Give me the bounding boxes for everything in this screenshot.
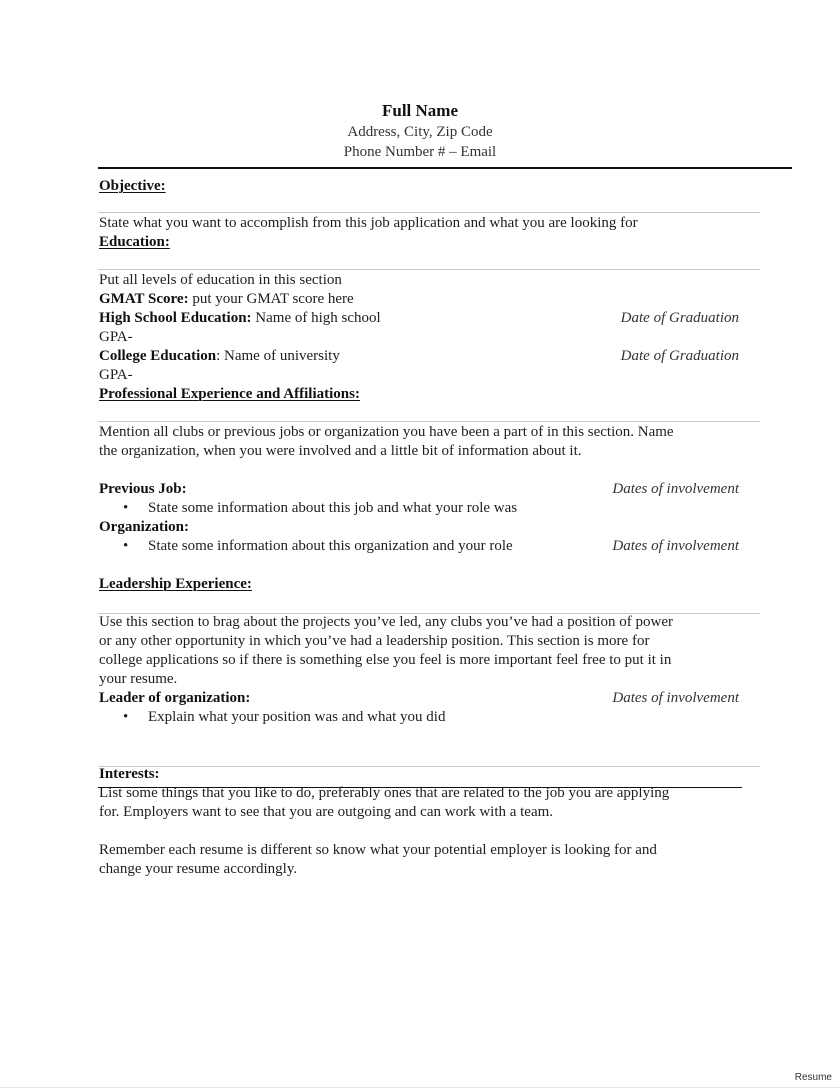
resume-body	[99, 177, 739, 879]
organization-bullet-text: State some information about this organization and your role	[148, 538, 513, 554]
resume-header	[0, 100, 840, 162]
professional-section-heading	[99, 385, 739, 404]
bullet-icon: •	[123, 709, 129, 725]
leader-label: Leader of organization:	[99, 690, 251, 706]
high-school-date: Date of Graduation	[620, 310, 739, 326]
objective-text: State what you want to accomplish from this job application and what you are looking for	[99, 215, 638, 231]
gmat-value: put your GMAT score here	[188, 291, 354, 307]
previous-job-date: Dates of involvement	[612, 481, 739, 497]
bullet-icon: •	[123, 500, 129, 516]
leader-date: Dates of involvement	[612, 690, 739, 706]
education-heading: Education:	[99, 234, 170, 250]
organization-bullet	[99, 537, 739, 556]
organization-row	[99, 518, 739, 537]
organization-date: Dates of involvement	[612, 538, 739, 554]
organization-label: Organization:	[99, 519, 189, 535]
professional-intro-1: Mention all clubs or previous jobs or organization you have been a part of in this section. Name	[99, 424, 674, 440]
college-value: : Name of university	[216, 348, 340, 364]
header-divider	[98, 167, 792, 169]
interests-line-3: Remember each resume is different so know what your potential employer is looking for and	[99, 842, 657, 858]
education-intro: Put all levels of education in this section	[99, 272, 342, 288]
objective-heading: Objective:	[99, 178, 166, 194]
professional-intro-2: the organization, when you were involved and a little bit of information about it.	[99, 443, 582, 459]
previous-job-bullet	[99, 499, 739, 518]
contact-line: Phone Number # – Email	[343, 144, 497, 160]
professional-heading: Professional Experience and Affiliations:	[99, 386, 360, 402]
college-label: College Education	[99, 348, 217, 364]
interests-section-heading	[99, 765, 739, 784]
college-gpa: GPA-	[99, 367, 133, 383]
interests-line-1: List some things that you like to do, preferably ones that are related to the job you are applying	[99, 785, 670, 801]
leader-bullet	[99, 708, 739, 727]
college-date: Date of Graduation	[620, 348, 739, 364]
objective-section-heading	[99, 177, 739, 196]
interests-heading: Interests:	[99, 766, 160, 782]
high-school-row	[99, 309, 739, 328]
leadership-section-heading	[99, 575, 739, 594]
interests-line-2: for. Employers want to see that you are outgoing and can work with a team.	[99, 804, 554, 820]
leadership-line-4: your resume.	[99, 671, 178, 687]
interests-line-4: change your resume accordingly.	[99, 861, 298, 877]
previous-job-label: Previous Job:	[99, 481, 187, 497]
high-school-value: Name of high school	[251, 310, 381, 326]
leadership-line-2: or any other opportunity in which you’ve had a leadership position. This section is more for	[99, 633, 650, 649]
leader-bullet-text: Explain what your position was and what you did	[148, 709, 446, 725]
education-section-heading	[99, 233, 739, 252]
address-line: Address, City, Zip Code	[347, 124, 493, 140]
gmat-row	[99, 290, 739, 309]
leader-row	[99, 689, 739, 708]
full-name: Full Name	[381, 101, 459, 120]
gmat-label: GMAT Score:	[99, 291, 189, 307]
high-school-label: High School Education:	[99, 310, 252, 326]
leadership-heading: Leadership Experience:	[99, 576, 252, 592]
previous-job-row	[99, 480, 739, 499]
interests-underline-rule	[98, 787, 742, 788]
leadership-line-3: college applications so if there is something else you feel is more important feel free to put it in	[99, 652, 672, 668]
bullet-icon: •	[123, 538, 129, 554]
footer-label: Resume	[794, 1072, 832, 1083]
college-row	[99, 347, 739, 366]
high-school-gpa: GPA-	[99, 329, 133, 345]
leadership-line-1: Use this section to brag about the projects you’ve led, any clubs you’ve had a position of power	[99, 614, 674, 630]
previous-job-bullet-text: State some information about this job and what your role was	[148, 500, 518, 516]
